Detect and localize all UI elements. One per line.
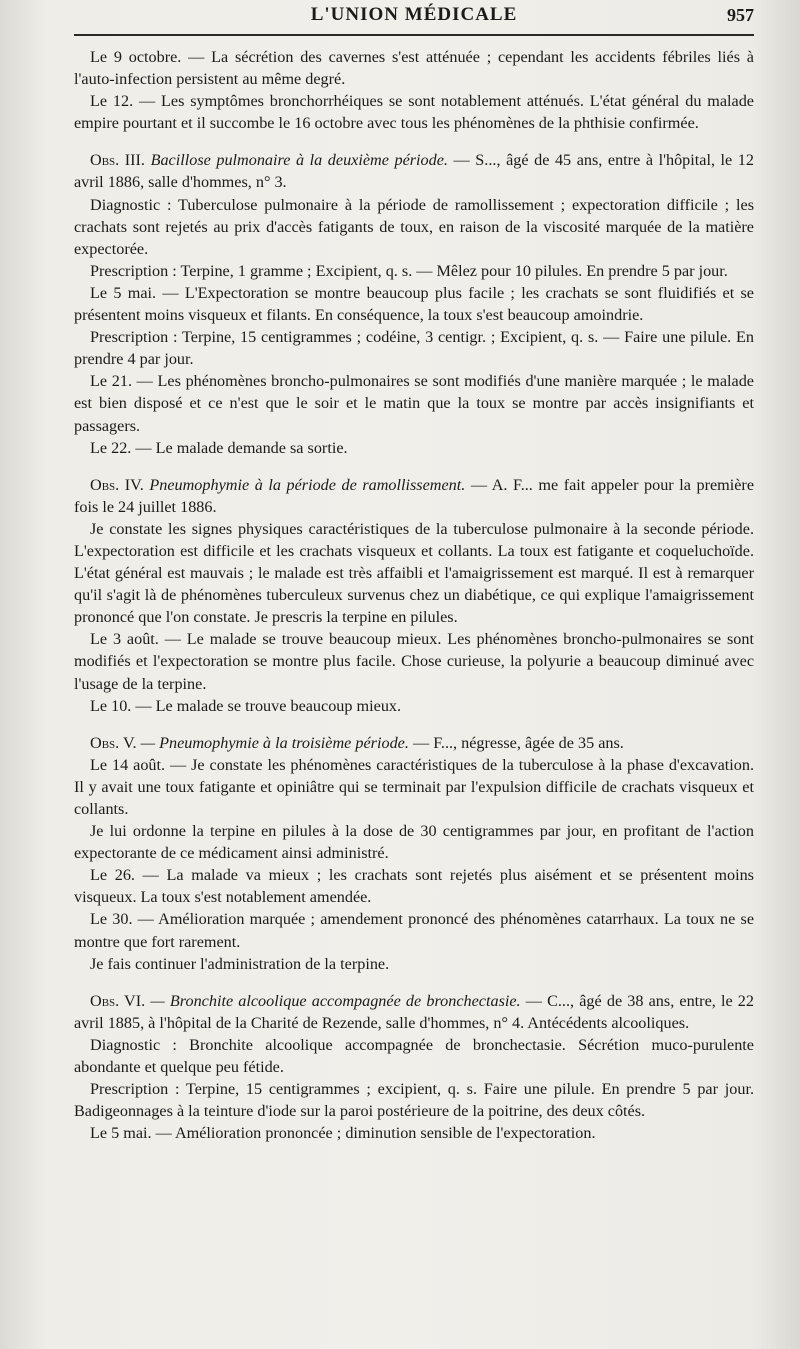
paragraph [74, 908, 754, 952]
page-number: 957 [727, 5, 754, 25]
paragraph-text: Prescription : Terpine, 15 centigrammes ; excipient, q. s. Faire une pilule. En prendre 5 par jour. Badigeonnages à la teinture d'iode sur la paroi postérieure de la poitrine, des deux côtés. [74, 1080, 754, 1121]
body-text [74, 36, 754, 1144]
paragraph [74, 194, 754, 260]
paragraph [74, 953, 754, 975]
observation-heading-paragraph [74, 990, 754, 1034]
paragraph-text: Je lui ordonne la terpine en pilules à la dose de 30 centigrammes par jour, en profitant de l'action expectorante de ce médicament ainsi administré. [74, 822, 754, 863]
paragraph-text: Diagnostic : Bronchite alcoolique accompagnée de bronchectasie. Sécrétion muco-purulente abondante et quelque peu fétide. [74, 1035, 754, 1077]
paragraph [74, 260, 754, 282]
paragraph [74, 437, 754, 459]
observation-label: Obs. IV. [90, 475, 144, 494]
page-header [74, 0, 754, 36]
observation-label: Obs. VI. [90, 991, 146, 1010]
paragraph-text: Le 10. — Le malade se trouve beaucoup mieux. [90, 696, 402, 715]
observation-title: Bacillose pulmonaire à la deuxième période. [150, 151, 448, 170]
running-title: L'UNION MÉDICALE [310, 4, 518, 25]
paragraph [74, 628, 754, 694]
paragraph [74, 1034, 754, 1078]
observation-label: Obs. V. [90, 733, 137, 752]
paragraph [74, 754, 754, 820]
paragraph-text: Le 26. — La malade va mieux ; les crachats sont rejetés plus aisément et se présentent moins visqueux. La toux s'est notablement amendée. [74, 866, 754, 907]
paragraph [74, 1078, 754, 1122]
paragraph-text: Le 12. — Les symptômes bronchorrhéiques se sont notablement atténués. L'état général du malade empire pourtant et il succombe le 16 octobre avec tous les phénomènes de la phthisie confirmée. [74, 92, 754, 133]
observation-heading-paragraph [74, 149, 754, 193]
paragraph-text: Je constate les signes physiques caractéristiques de la tuberculose pulmonaire à la seconde période. L'expectoration est difficile et les crachats visqueux et collants. La toux est fatigante et coqueluchoïde. L'état général est mauvais ; le malade est très affaibli et l'amaigrissement est marqué. Il est à remarquer qu'il s'agit là de phénomènes tuberculeux survenus chez un diabétique, ce qui explique l'amaigrissement prononcé que l'on constate. Je prescris la terpine en pilules. [74, 519, 754, 627]
paragraph-text: Le 5 mai. — L'Expectoration se montre beaucoup plus facile ; les crachats se sont fluidifiés et se présentent moins visqueux et filants. En conséquence, la toux s'est beaucoup amoindrie. [74, 283, 754, 325]
observation-heading-paragraph [74, 474, 754, 518]
paragraph-text: Prescription : Terpine, 1 gramme ; Excipient, q. s. — Mêlez pour 10 pilules. En prendre 5 par jour. [90, 261, 728, 280]
paragraph [74, 370, 754, 436]
paragraph [74, 695, 754, 717]
paragraph-text: Le 5 mai. — Amélioration prononcée ; diminution sensible de l'expectoration. [90, 1124, 596, 1143]
observation-title: — Bronchite alcoolique accompagnée de bronchectasie. [150, 991, 521, 1010]
observation-heading-paragraph [74, 732, 754, 754]
paragraph-text: — A. F... me fait appeler pour la première fois le 24 juillet 1886. [74, 475, 755, 516]
paragraph [74, 820, 754, 864]
paragraph-text: — F..., négresse, âgée de 35 ans. [408, 733, 624, 752]
observation-title: — Pneumophymie à la troisième période. [140, 733, 409, 752]
paragraph [74, 864, 754, 908]
paragraph-text: Le 22. — Le malade demande sa sortie. [90, 438, 348, 457]
observation-title: Pneumophymie à la période de ramollissement. [149, 475, 466, 494]
paragraph-text: Prescription : Terpine, 15 centigrammes ; codéine, 3 centigr. ; Excipient, q. s. — Faire une pilule. En prendre 4 par jour. [74, 328, 754, 369]
paragraph [74, 326, 754, 370]
paragraph [74, 46, 754, 90]
paragraph-text: Le 14 août. — Je constate les phénomènes caractéristiques de la tuberculose à la phase d'excavation. Il y avait une toux fatigante et opiniâtre qui se terminait par l'expulsion difficile de crachats visqueux et collants. [74, 755, 754, 818]
paragraph-text: Le 30. — Amélioration marquée ; amendement prononcé des phénomènes catarrhaux. La toux ne se montre que fort rarement. [74, 910, 754, 951]
paragraph [74, 282, 754, 326]
paragraph [74, 90, 754, 134]
paragraph-text: Le 3 août. — Le malade se trouve beaucoup mieux. Les phénomènes broncho-pulmonaires se sont modifiés et l'expectoration se montre plus facile. Chose curieuse, la polyurie a beaucoup diminué avec l'usage de la terpine. [74, 630, 754, 693]
paragraph [74, 518, 754, 628]
paragraph-text: Le 9 octobre. — La sécrétion des cavernes s'est atténuée ; cependant les accidents fébriles liés à l'auto-infection persistent au même degré. [74, 48, 754, 89]
paragraph-text: Je fais continuer l'administration de la terpine. [90, 954, 390, 973]
paragraph [74, 1122, 754, 1144]
observation-label: Obs. III. [90, 151, 145, 170]
paragraph-text: Diagnostic : Tuberculose pulmonaire à la période de ramollissement ; expectoration difficile ; les crachats sont rejetés au prix d'accès fatigants de toux, en raison de la viscosité marquée de la matière expectorée. [74, 195, 754, 258]
paragraph-text: Le 21. — Les phénomènes broncho-pulmonaires se sont modifiés d'une manière marquée ; le malade est bien disposé et ce n'est que le soir et le matin que la toux se montre par accès insignifiants et passagers. [74, 372, 754, 435]
paragraph-text: — S..., âgé de 45 ans, entre à l'hôpital, le 12 avril 1886, salle d'hommes, n° 3. [74, 151, 754, 192]
paragraph-text: — C..., âgé de 38 ans, entre, le 22 avril 1885, à l'hôpital de la Charité de Rezende, salle d'hommes, n° 4. Antécédents alcooliques. [74, 991, 754, 1032]
